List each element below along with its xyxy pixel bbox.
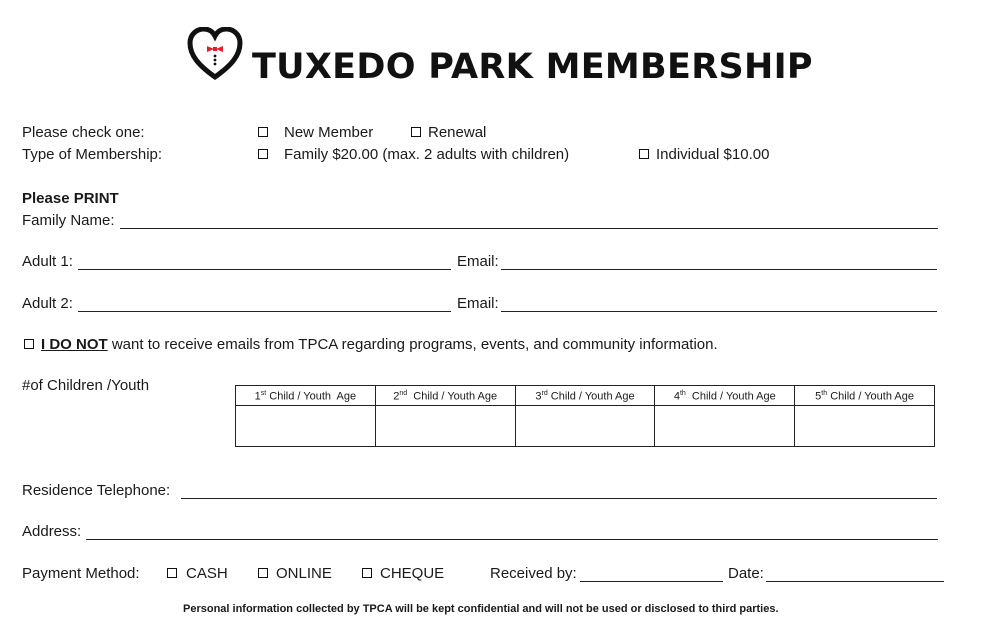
email-opt-out-label bbox=[41, 336, 718, 354]
family-membership-checkbox[interactable] bbox=[258, 149, 268, 159]
opt-out-text: want to receive emails from TPCA regarding programs, events, and community information. bbox=[107, 336, 718, 353]
child-age-header: 2nd Child / Youth Age bbox=[375, 386, 515, 406]
page-title: TUXEDO PARK MEMBERSHIP bbox=[252, 47, 813, 87]
address-field[interactable] bbox=[86, 539, 938, 540]
child-age-header: 4th Child / Youth Age bbox=[655, 386, 795, 406]
adult2-label: Adult 2: bbox=[22, 295, 73, 312]
child-age-header: 3rd Child / Youth Age bbox=[515, 386, 655, 406]
payment-method-label: Payment Method: bbox=[22, 565, 140, 582]
child-age-input[interactable] bbox=[655, 405, 795, 446]
renewal-checkbox[interactable] bbox=[411, 127, 421, 137]
family-membership-label: Family $20.00 (max. 2 adults with children) bbox=[284, 146, 570, 163]
date-field[interactable] bbox=[766, 581, 944, 582]
please-print-heading: Please PRINT bbox=[22, 190, 119, 207]
children-age-table bbox=[235, 385, 935, 447]
child-age-header: 5th Child / Youth Age bbox=[795, 386, 935, 406]
cheque-label: CHEQUE bbox=[380, 565, 445, 582]
child-age-input[interactable] bbox=[515, 405, 655, 446]
cheque-checkbox[interactable] bbox=[362, 568, 372, 578]
individual-membership-label: Individual $10.00 bbox=[656, 146, 770, 163]
child-age-input[interactable] bbox=[236, 405, 376, 446]
email-opt-out-checkbox[interactable] bbox=[24, 339, 34, 349]
telephone-field[interactable] bbox=[181, 498, 937, 499]
individual-membership-checkbox[interactable] bbox=[639, 149, 649, 159]
heart-tuxedo-logo-icon bbox=[186, 27, 244, 81]
adult1-field[interactable] bbox=[78, 269, 451, 270]
received-by-label: Received by: bbox=[490, 565, 577, 582]
logo bbox=[186, 27, 244, 81]
membership-type-label: Type of Membership: bbox=[22, 146, 163, 163]
adult1-email-field[interactable] bbox=[501, 269, 937, 270]
opt-out-emphasis: I DO NOT bbox=[41, 336, 108, 353]
renewal-label: Renewal bbox=[428, 124, 487, 141]
adult2-email-label: Email: bbox=[457, 295, 499, 312]
children-label: #of Children /Youth bbox=[22, 377, 150, 394]
cash-label: CASH bbox=[186, 565, 228, 582]
check-one-label: Please check one: bbox=[22, 124, 145, 141]
child-age-header: 1st Child / Youth Age bbox=[236, 386, 376, 406]
privacy-notice: Personal information collected by TPCA will be kept confidential and will not be used or disclosed to third parties. bbox=[183, 603, 779, 615]
adult2-field[interactable] bbox=[78, 311, 451, 312]
family-name-label: Family Name: bbox=[22, 212, 115, 229]
children-age-header-row bbox=[236, 386, 935, 406]
telephone-label: Residence Telephone: bbox=[22, 482, 171, 499]
online-checkbox[interactable] bbox=[258, 568, 268, 578]
child-age-input[interactable] bbox=[795, 405, 935, 446]
adult1-email-label: Email: bbox=[457, 253, 499, 270]
online-label: ONLINE bbox=[276, 565, 332, 582]
adult2-email-field[interactable] bbox=[501, 311, 937, 312]
cash-checkbox[interactable] bbox=[167, 568, 177, 578]
adult1-label: Adult 1: bbox=[22, 253, 73, 270]
family-name-field[interactable] bbox=[120, 228, 938, 229]
new-member-label: New Member bbox=[284, 124, 374, 141]
date-label: Date: bbox=[728, 565, 764, 582]
new-member-checkbox[interactable] bbox=[258, 127, 268, 137]
received-by-field[interactable] bbox=[580, 581, 723, 582]
children-age-input-row bbox=[236, 405, 935, 446]
child-age-input[interactable] bbox=[375, 405, 515, 446]
address-label: Address: bbox=[22, 523, 82, 540]
